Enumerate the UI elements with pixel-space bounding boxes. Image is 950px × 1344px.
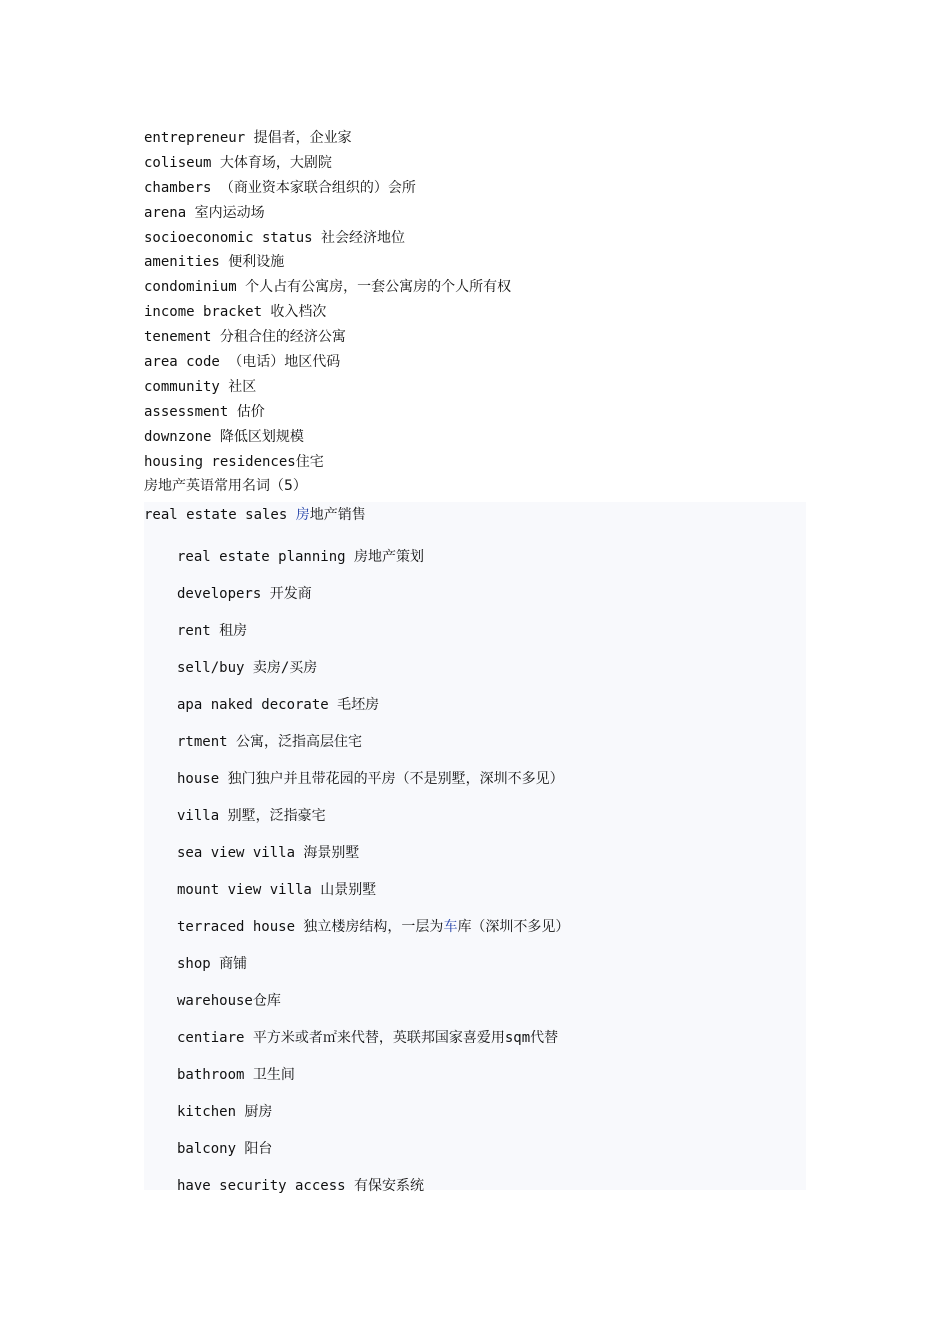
box-term-line	[177, 909, 806, 946]
box-term-line	[177, 798, 806, 835]
box-term-line	[177, 835, 806, 872]
box-heading-prefix: real estate sales	[144, 507, 296, 524]
term-line: community 社区	[144, 378, 257, 395]
term-line: condominium 个人占有公寓房，一套公寓房的个人所有权	[144, 279, 512, 296]
term-line: tenement 分租合住的经济公寓	[144, 329, 346, 346]
sales-terms-box	[144, 502, 806, 1195]
box-term-line	[177, 576, 806, 613]
term-line: housing residences住宅	[144, 453, 324, 470]
box-term-text: rtment 公寓，泛指高层住宅	[177, 734, 363, 751]
term-line: chambers （商业资本家联合组织的）会所	[144, 179, 416, 196]
section-title: 房地产英语常用名词（5）	[144, 478, 307, 495]
box-term-text: kitchen 厨房	[177, 1104, 273, 1121]
term-line: coliseum 大体育场，大剧院	[144, 154, 332, 171]
box-term-line	[177, 1168, 806, 1205]
box-term-text: sell/buy 卖房/买房	[177, 660, 318, 677]
term-line: socioeconomic status 社会经济地位	[144, 229, 406, 246]
box-term-text: house 独门独户并且带花园的平房（不是别墅，深圳不多见）	[177, 771, 564, 788]
box-term-text: shop 商铺	[177, 956, 248, 973]
document-page	[144, 126, 806, 1195]
term-line: amenities 便利设施	[144, 254, 285, 271]
box-heading-suffix: 地产销售	[309, 507, 366, 524]
box-term-line	[177, 946, 806, 983]
term-line: area code （电话）地区代码	[144, 354, 341, 371]
box-term-line	[177, 872, 806, 909]
box-heading-highlight: 房	[295, 507, 310, 524]
box-term-text: warehouse仓库	[177, 993, 281, 1010]
box-term-text: developers 开发商	[177, 586, 312, 603]
box-term-text: villa 别墅，泛指豪宅	[177, 808, 326, 825]
box-term-text: sea view villa 海景别墅	[177, 845, 360, 862]
box-term-list	[144, 539, 806, 1205]
box-term-line	[177, 1094, 806, 1131]
box-term-text: rent 租房	[177, 623, 248, 640]
term-line: income bracket 收入档次	[144, 304, 327, 321]
box-term-line	[177, 687, 806, 724]
box-term-text: real estate planning 房地产策划	[177, 549, 425, 566]
box-term-line	[177, 650, 806, 687]
box-term-line	[177, 724, 806, 761]
term-line: downzone 降低区划规模	[144, 428, 304, 445]
term-line: entrepreneur 提倡者，企业家	[144, 130, 352, 146]
box-term-text: balcony 阳台	[177, 1141, 273, 1158]
box-term-text: centiare 平方米或者㎡来代替，英联邦国家喜爱用sqm代替	[177, 1030, 559, 1047]
box-term-suffix: 库（深圳不多见）	[457, 919, 570, 936]
box-term-text: apa naked decorate 毛坯房	[177, 697, 380, 714]
box-term-line	[177, 1131, 806, 1168]
box-term-text: terraced house 独立楼房结构，一层为	[177, 919, 444, 936]
box-term-line	[177, 1020, 806, 1057]
term-list	[144, 126, 806, 474]
box-term-line	[177, 983, 806, 1020]
box-term-text: bathroom 卫生间	[177, 1067, 295, 1084]
term-line: arena 室内运动场	[144, 204, 265, 221]
term-line: assessment 估价	[144, 403, 265, 420]
box-heading	[144, 502, 806, 528]
box-term-line	[177, 613, 806, 650]
box-term-text: mount view villa 山景别墅	[177, 882, 377, 899]
box-term-text: have security access 有保安系统	[177, 1178, 425, 1195]
box-term-line	[177, 1057, 806, 1094]
box-term-line	[177, 761, 806, 798]
box-term-highlight: 车	[443, 919, 458, 936]
box-term-line	[177, 539, 806, 576]
